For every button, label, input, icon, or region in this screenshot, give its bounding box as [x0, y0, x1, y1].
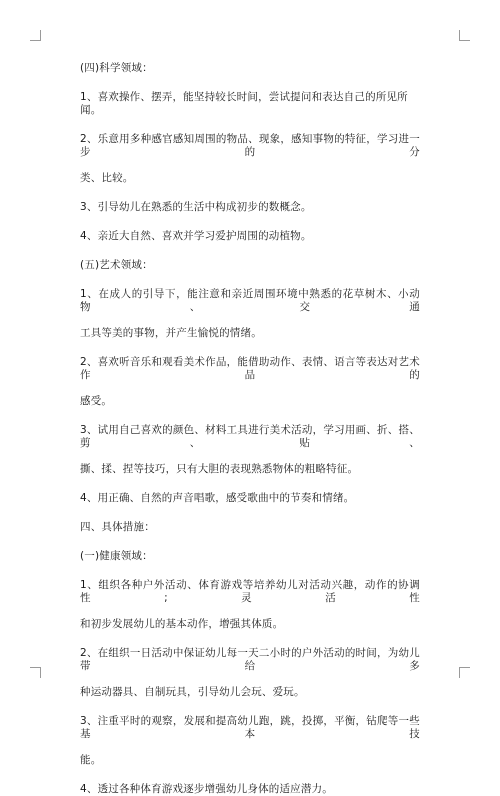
paragraph-art-1-line-2: 工具等美的事物，并产生愉悦的情绪。 — [80, 327, 262, 339]
paragraph-art-3-line-1: 3、试用自己喜欢的颜色、材料工具进行美术活动，学习用画、折、搭、剪、贴、 — [80, 424, 420, 449]
paragraph-art-1-line-1: 1、在成人的引导下，能注意和亲近周围环境中熟悉的花草树木、小动物、交通 — [80, 288, 420, 313]
section-heading-art: (五)艺术领域： — [80, 259, 153, 271]
section-heading-health: (一)健康领域： — [80, 550, 153, 562]
paragraph-health-3-line-2: 能。 — [80, 754, 102, 766]
crop-mark-top-left — [30, 30, 41, 41]
paragraph-art-2-line-2: 感受。 — [80, 395, 113, 407]
paragraph-science-4: 4、亲近大自然、喜欢并学习爱护周围的动植物。 — [80, 230, 312, 242]
paragraph-science-1: 1、喜欢操作、摆弄，能坚持较长时间，尝试提问和表达自己的所见所闻。 — [80, 91, 408, 116]
crop-mark-bottom-left — [30, 667, 41, 678]
paragraph-science-2-line-1: 2、乐意用多种感官感知周围的物品、现象，感知事物的特征，学习进一步的分 — [80, 133, 420, 158]
crop-mark-top-right — [459, 30, 470, 41]
document-body — [80, 62, 420, 796]
section-heading-measures: 四、具体措施： — [80, 521, 155, 533]
paragraph-health-4: 4、透过各种体育游戏逐步增强幼儿身体的适应潜力。 — [80, 783, 333, 795]
paragraph-health-1-line-2: 和初步发展幼儿的基本动作，增强其体质。 — [80, 618, 284, 630]
paragraph-health-2-line-1: 2、在组织一日活动中保证幼儿每一天二小时的户外活动的时间，为幼儿带给多 — [80, 647, 420, 672]
paragraph-science-2-line-2: 类、比较。 — [80, 172, 134, 184]
section-heading-science: (四)科学领域： — [80, 62, 153, 74]
paragraph-health-2-line-2: 种运动器具、自制玩具，引导幼儿会玩、爱玩。 — [80, 686, 305, 698]
paragraph-art-2-line-1: 2、喜欢听音乐和观看美术作品，能借助动作、表情、语言等表达对艺术作品的 — [80, 356, 420, 381]
paragraph-art-3-line-2: 撕、揉、捏等技巧，只有大胆的表现熟悉物体的粗略特征。 — [80, 463, 359, 475]
crop-mark-bottom-right — [459, 667, 470, 678]
paragraph-health-3-line-1: 3、注重平时的观察，发展和提高幼儿跑，跳，投掷，平衡，钻爬等一些基本技 — [80, 715, 420, 740]
paragraph-health-1-line-1: 1、组织各种户外活动、体育游戏等培养幼儿对活动兴趣，动作的协调性;灵活性 — [80, 579, 420, 604]
paragraph-art-4: 4、用正确、自然的声音唱歌，感受歌曲中的节奏和情绪。 — [80, 492, 355, 504]
paragraph-science-3: 3、引导幼儿在熟悉的生活中构成初步的数概念。 — [80, 201, 312, 213]
